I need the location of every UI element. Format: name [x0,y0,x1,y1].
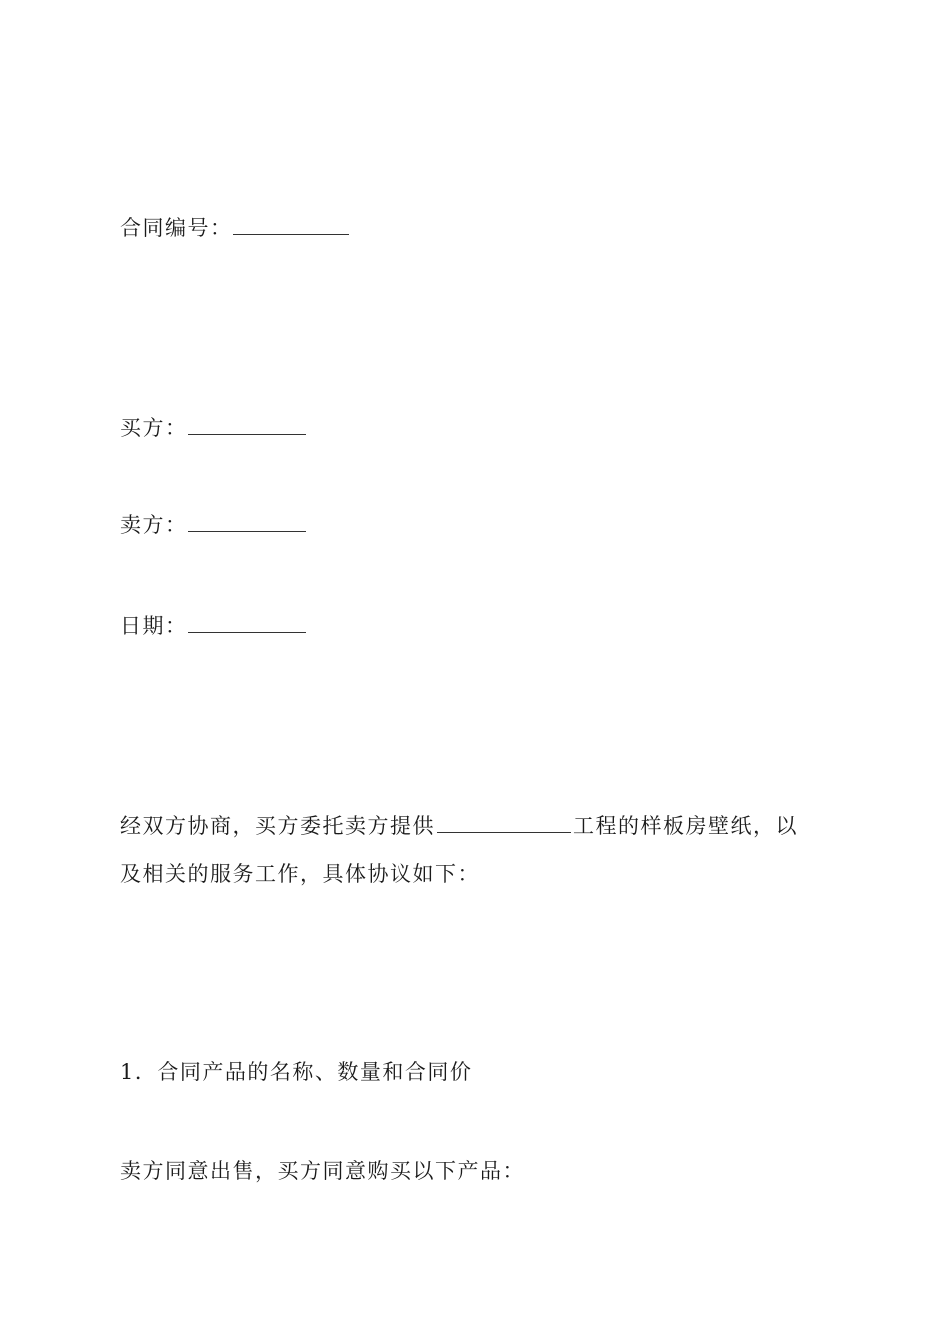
intro-paragraph [120,802,840,898]
intro-line-1 [120,802,840,850]
intro-text-part2: 工程的样板房壁纸，以 [573,814,798,838]
contract-number-line [120,216,349,240]
date-blank [188,614,306,633]
contract-number-label: 合同编号： [120,216,233,240]
buyer-label: 买方： [120,416,188,440]
section-1-body: 卖方同意出售，买方同意购买以下产品： [120,1159,525,1183]
contract-number-blank [233,216,349,235]
seller-label: 卖方： [120,513,188,537]
seller-blank [188,513,306,532]
buyer-line [120,416,306,440]
intro-line-2: 及相关的服务工作，具体协议如下： [120,862,480,886]
date-line [120,614,306,638]
project-name-blank [437,814,571,833]
section-1-title: 1．合同产品的名称、数量和合同价 [120,1060,473,1084]
date-label: 日期： [120,614,188,638]
buyer-blank [188,416,306,435]
intro-text-part1: 经双方协商，买方委托卖方提供 [120,814,435,838]
seller-line [120,513,306,537]
